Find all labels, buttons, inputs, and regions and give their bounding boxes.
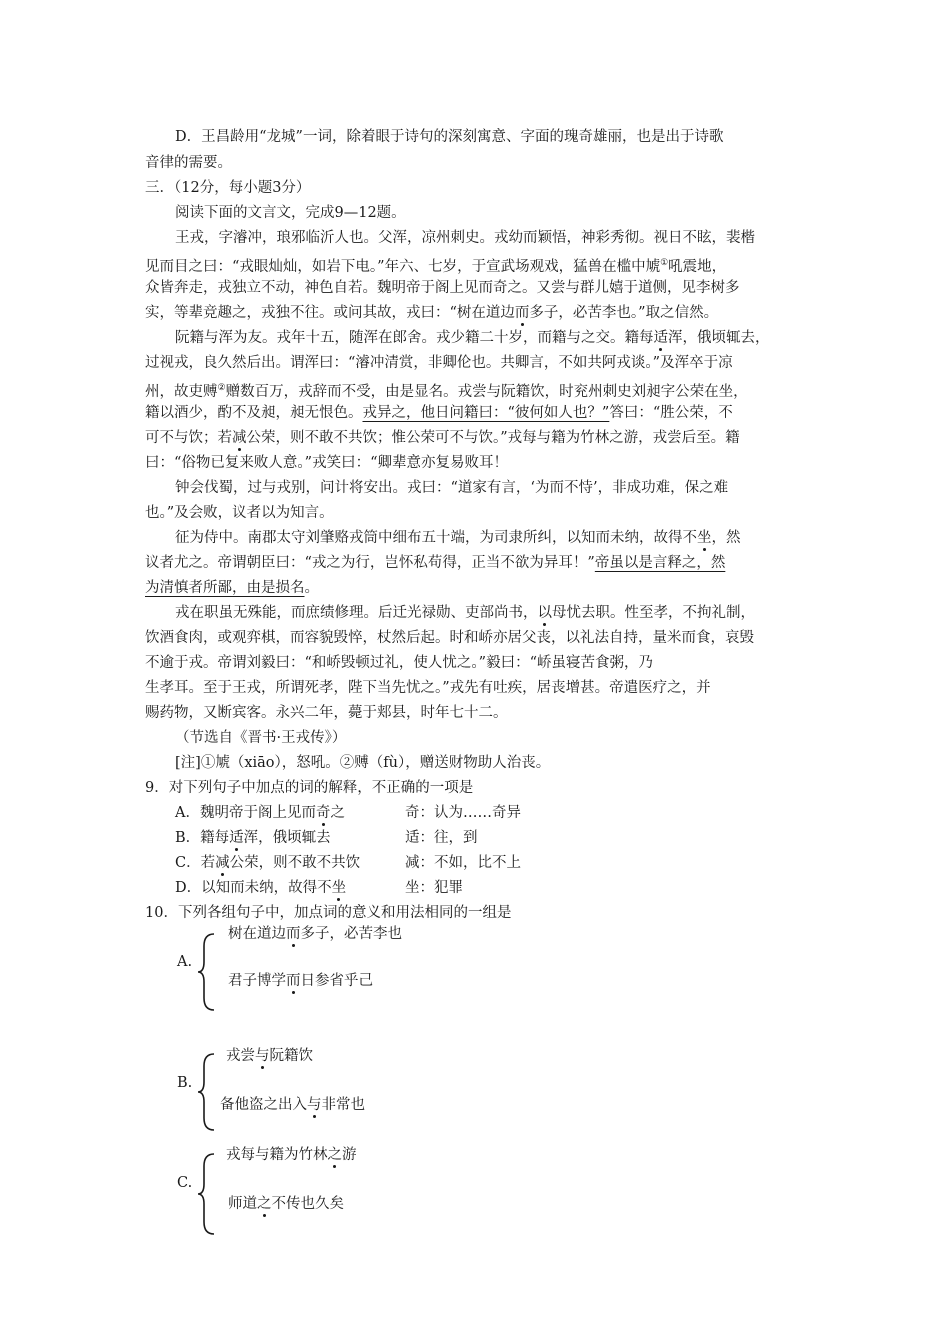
passage-p5-line3: 不逾于戎。帝谓刘毅曰：“和峤毁顿过礼，使人忧之。”毅曰：“峤虽寝苦食粥，乃 bbox=[145, 655, 653, 671]
q10-b-label: B. bbox=[177, 1075, 193, 1091]
q10-b-sentence2: 备他盗之出入与非常也 bbox=[220, 1097, 365, 1113]
q9-option-c-gloss: 减：不如，比不上 bbox=[405, 855, 521, 871]
dotted-char: 与 bbox=[307, 1097, 322, 1113]
dotted-char: 奇 bbox=[315, 805, 331, 821]
passage-p1-line4: 实，等辈竞趣之，戎独不往。或问其故，戎曰：“树在道边而多子，必苦李也。”取之信然。 bbox=[145, 305, 719, 321]
passage-p4-line3: 为清慎者所鄙，由是损名。 bbox=[145, 580, 319, 596]
passage-p1-line3: 众皆奔走，戎独立不动，神色自若。魏明帝于阁上见而奇之。又尝与群儿嬉于道侧，见李树多 bbox=[145, 280, 740, 296]
q10-c-sentence1: 戎每与籍为竹林之游 bbox=[226, 1147, 357, 1163]
q10-c-label: C. bbox=[177, 1175, 193, 1191]
q10-a-sentence2: 君子博学而日参省乎己 bbox=[228, 973, 373, 989]
passage-p2-line6: 曰：“俗物已复来败人意。”戎笑曰：“卿辈意亦复易败耳！ bbox=[145, 455, 508, 471]
q10-c-sentence2: 师道之不传也久矣 bbox=[228, 1196, 344, 1212]
passage-p2-line2: 过视戎，良久然后出。谓浑曰：“濬冲清赏，非卿伦也。共卿言，不如共阿戎谈。”及浑卒于凉 bbox=[145, 355, 733, 371]
brace-icon bbox=[196, 1152, 218, 1236]
dotted-char: 减 bbox=[232, 430, 247, 446]
underlined-sentence: 戎异之，他日问籍曰：“彼何如人也？” bbox=[362, 405, 610, 421]
q9-option-d: D．以知而未纳，故得不坐 bbox=[175, 880, 347, 896]
section-instruction: 阅读下面的文言文，完成9—12题。 bbox=[175, 205, 406, 221]
dotted-char: 与 bbox=[255, 1048, 270, 1064]
passage-p5-line5: 赐药物，又断宾客。永兴二年，薨于郏县，时年七十二。 bbox=[145, 705, 508, 721]
prev-option-d-line2: 音律的需要。 bbox=[145, 155, 232, 171]
q10-b-sentence1: 戎尝与阮籍饮 bbox=[226, 1048, 313, 1064]
passage-p2-line1: 阮籍与浑为友。戎年十五，随浑在郎舍。戎少籍二十岁，而籍与之交。籍每适浑，俄顷辄去， bbox=[175, 330, 770, 346]
passage-note: [注]①虓（xiāo），怒吼。②赙（fù），赠送财物助人治丧。 bbox=[175, 755, 551, 771]
dotted-char: 而 bbox=[514, 305, 530, 321]
passage-p1-line1: 王戎，字濬冲，琅邪临沂人也。父浑，凉州刺史。戎幼而颖悟，神彩秀彻。视日不眩，裴楷 bbox=[175, 230, 755, 246]
dotted-char: 而 bbox=[286, 973, 301, 989]
dotted-char: 适 bbox=[653, 330, 668, 346]
passage-p1-line2: 见而目之曰：“戎眼灿灿，如岩下电。”年六、七岁，于宣武场观戏，猛兽在槛中虓①吼震地， bbox=[145, 258, 727, 275]
passage-p4-line2: 议者尤之。帝谓朝臣曰：“戎之为行，岂怀私苟得，正当不欲为异耳！”帝虽以是言释之，然 bbox=[145, 555, 726, 571]
q9-option-a: A．魏明帝于阁上见而奇之 bbox=[175, 805, 345, 821]
q9-option-b-gloss: 适：往，到 bbox=[405, 830, 478, 846]
passage-p5-line4: 生孝耳。至于王戎，所谓死孝，陛下当先忧之。”戎先有吐疾，居丧增甚。帝遣医疗之，并 bbox=[145, 680, 711, 696]
dotted-char: 减 bbox=[215, 855, 230, 871]
dotted-char: 之 bbox=[327, 1147, 342, 1163]
passage-source: （节选自《晋书·王戎传》） bbox=[175, 730, 347, 746]
passage-p2-line3: 州，故吏赙②赠数百万，戎辞而不受，由是显名。戎尝与阮籍饮，时兖州刺史刘昶字公荣在坐， bbox=[145, 383, 748, 400]
underlined-sentence: 为清慎者所鄙，由是损名 bbox=[145, 580, 305, 596]
q9-option-d-gloss: 坐：犯罪 bbox=[405, 880, 463, 896]
passage-p3-line2: 也。”及会败，议者以为知言。 bbox=[145, 505, 334, 521]
q9-option-b: B．籍每适浑，俄顷辄去 bbox=[175, 830, 331, 846]
q10-a-label: A. bbox=[177, 954, 193, 970]
section-header: 三．（12分，每小题3分） bbox=[145, 180, 311, 196]
passage-p2-line5: 可不与饮；若减公荣，则不敢不共饮；惟公荣可不与饮。”戎每与籍为竹林之游，戎尝后至。籍 bbox=[145, 430, 740, 446]
q9-option-c: C．若减公荣，则不敢不共饮 bbox=[175, 855, 361, 871]
dotted-char: 以 bbox=[537, 605, 552, 621]
passage-p4-line1: 征为侍中。南郡太守刘肇赂戎筒中细布五十端，为司隶所纠，以知而未纳，故得不坐，然 bbox=[175, 530, 741, 546]
dotted-char: 坐 bbox=[331, 880, 347, 896]
passage-p5-line1: 戎在职虽无殊能，而庶绩修理。后迁光禄勋、吏部尚书，以母忧去职。性至孝，不拘礼制， bbox=[175, 605, 755, 621]
q9-stem: 9．对下列句子中加点的词的解释，不正确的一项是 bbox=[145, 780, 474, 796]
brace-icon bbox=[196, 1052, 218, 1132]
passage-p5-line2: 饮酒食肉，或观弈棋，而容貌毁悴，杖然后起。时和峤亦居父丧，以礼法自持，量米而食，哀毁 bbox=[145, 630, 754, 646]
passage-p2-line4: 籍以酒少，酌不及昶，昶无恨色。戎异之，他日问籍曰：“彼何如人也？”答曰：“胜公荣，不 bbox=[145, 405, 733, 421]
dotted-char: 坐 bbox=[697, 530, 712, 546]
underlined-sentence: 帝虽以是言释之，然 bbox=[594, 555, 726, 571]
dotted-char: 之 bbox=[257, 1196, 272, 1212]
dotted-char: 而 bbox=[286, 926, 301, 942]
passage-p3-line1: 钟会伐蜀，过与戎别，问计将安出。戎曰：“道家有言，‘为而不恃’，非成功难，保之难 bbox=[175, 480, 729, 496]
q10-stem: 10．下列各组句子中，加点词的意义和用法相同的一组是 bbox=[145, 905, 512, 921]
brace-icon bbox=[196, 932, 218, 1012]
dotted-char: 适 bbox=[229, 830, 244, 846]
q9-option-a-gloss: 奇：认为……奇异 bbox=[405, 805, 521, 821]
prev-option-d-line1: D．王昌龄用“龙城”一词，除着眼于诗句的深刻寓意、字面的瑰奇雄丽，也是出于诗歌 bbox=[175, 129, 724, 145]
q10-a-sentence1: 树在道边而多子，必苦李也 bbox=[228, 926, 402, 942]
